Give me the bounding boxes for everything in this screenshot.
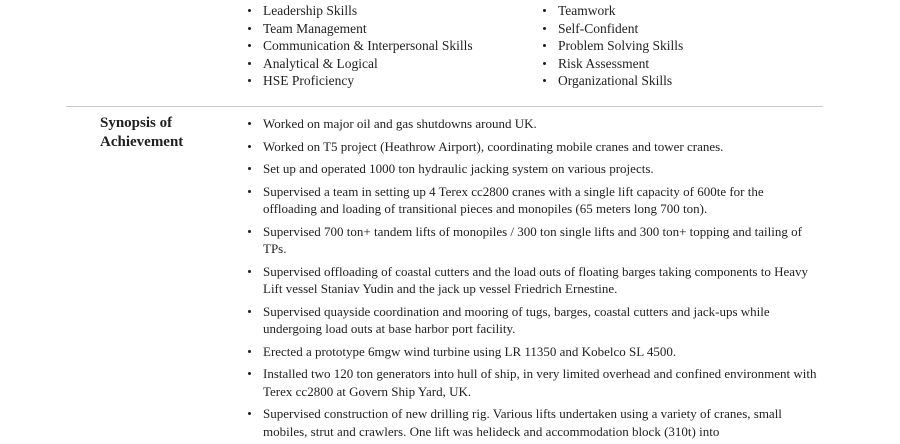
bullet-icon [248, 122, 251, 125]
list-item [245, 183, 817, 218]
list-item-text: Supervised quayside coordination and mooring of tugs, barges, coastal cutters and jack-ups while undergoing load outs at base harbor port facility. [263, 303, 770, 336]
list-item-text: Risk Assessment [558, 55, 650, 71]
skills-list-right [540, 2, 835, 90]
list-item [245, 2, 540, 20]
list-item-text: Erected a prototype 6mgw wind turbine using LR 11350 and Kobelco SL 4500. [263, 343, 677, 359]
list-item [540, 37, 835, 55]
bullet-icon [248, 372, 251, 375]
skills-list-left [245, 2, 540, 90]
list-item-text: Problem Solving Skills [558, 38, 684, 54]
list-item [245, 20, 540, 38]
bullet-icon [248, 310, 251, 313]
list-item [245, 55, 540, 73]
list-item [245, 223, 817, 258]
list-item [540, 20, 835, 38]
list-item [245, 343, 817, 361]
list-item-text: Supervised offloading of coastal cutters and the load outs of floating barges taking components to Heavy Lift vessel Staniav Yudin and the jack up vessel Friedrich Ernestine. [263, 263, 809, 296]
bullet-icon [248, 350, 251, 353]
list-item-text: Supervised a team in setting up 4 Terex cc2800 cranes with a single lift capacity of 600te for the offloading and loading of transitional pieces and monopiles (65 meters long 700 ton). [263, 183, 764, 216]
list-item-text: Organizational Skills [558, 73, 673, 89]
bullet-icon [248, 190, 251, 193]
bullet-icon [248, 270, 251, 273]
bullet-icon [248, 412, 251, 415]
bullet-icon [543, 9, 546, 12]
list-item-text: HSE Proficiency [263, 73, 355, 89]
list-item [245, 405, 817, 440]
list-item [245, 138, 817, 156]
bullet-icon [248, 79, 251, 82]
bullet-icon [248, 167, 251, 170]
list-item-text: Supervised 700 ton+ tandem lifts of monopiles / 300 ton single lifts and 300 ton+ topping and tailing of TPs. [263, 223, 802, 256]
list-item-text: Self-Confident [558, 20, 639, 36]
list-item [245, 72, 540, 90]
bullet-icon [248, 62, 251, 65]
section-heading-synopsis-of-achievement: Synopsis of Achievement [100, 115, 184, 150]
list-item-text: Analytical & Logical [263, 55, 378, 71]
bullet-icon [248, 44, 251, 47]
list-item [540, 55, 835, 73]
bullet-icon [543, 62, 546, 65]
bullet-icon [248, 230, 251, 233]
list-item-text: Team Management [263, 20, 367, 36]
list-item [245, 263, 817, 298]
list-item [245, 115, 817, 133]
bullet-icon [543, 27, 546, 30]
list-item-text: Installed two 120 ton generators into hull of ship, in very limited overhead and confined environment with Terex cc2800 at Govern Ship Yard, UK. [263, 366, 817, 399]
list-item-text: Supervised construction of new drilling rig. Various lifts undertaken using a variety of cranes, small mobiles, strut and crawlers. One lift was helideck and accommodation block (310t) into [263, 406, 782, 439]
list-item [540, 72, 835, 90]
list-item-text: Worked on major oil and gas shutdowns around UK. [263, 116, 537, 131]
list-item [540, 2, 835, 20]
bullet-icon [248, 145, 251, 148]
bullet-icon [543, 79, 546, 82]
list-item [245, 160, 817, 178]
list-item-text: Set up and operated 1000 ton hydraulic jacking system on various projects. [263, 161, 654, 176]
list-item-text: Leadership Skills [263, 3, 358, 18]
bullet-icon [248, 27, 251, 30]
bullet-icon [248, 9, 251, 12]
bullet-icon [543, 44, 546, 47]
achievements-list [245, 115, 817, 444]
list-item-text: Worked on T5 project (Heathrow Airport), coordinating mobile cranes and tower cranes. [263, 138, 724, 154]
list-item-text: Communication & Interpersonal Skills [263, 38, 473, 54]
list-item [245, 37, 540, 55]
list-item-text: Teamwork [558, 3, 616, 18]
section-divider [66, 106, 823, 107]
list-item [245, 303, 817, 338]
list-item [245, 365, 817, 400]
